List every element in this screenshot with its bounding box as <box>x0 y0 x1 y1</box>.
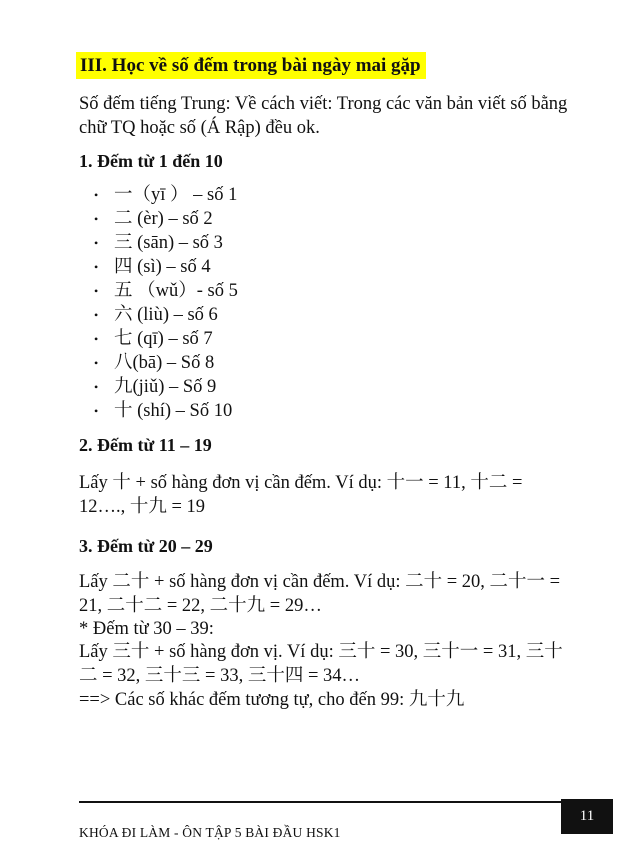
section-3-line-1: Lấy 二十 + số hàng đơn vị cần đếm. Ví dụ: 二十 = 20, 二十一 = <box>79 572 561 592</box>
bullet-icon: • <box>94 332 99 346</box>
list-item: • 七 (qī) – số 7 <box>94 329 213 349</box>
section-2-line-1: Lấy 十 + số hàng đơn vị cần đếm. Ví dụ: 十一 = 11, 十二 = <box>79 473 523 493</box>
section-3-line-5: 二 = 32, 三十三 = 33, 三十四 = 34… <box>79 666 361 686</box>
bullet-icon: • <box>94 260 99 274</box>
section-3-line-6: ==> Các số khác đếm tương tự, cho đến 99: 九十九 <box>79 690 465 710</box>
list-item: • 十 (shí) – Số 10 <box>94 401 233 421</box>
list-item: • 六 (liù) – số 6 <box>94 305 218 325</box>
section-3-line-4: Lấy 三十 + số hàng đơn vị. Ví dụ: 三十 = 30, 三十一 = 31, 三十 <box>79 642 563 662</box>
list-item: • 九(jiǔ) – Số 9 <box>94 377 217 397</box>
bullet-icon: • <box>94 356 99 370</box>
bullet-icon: • <box>94 380 99 394</box>
section-3-line-3: * Đếm từ 30 – 39: <box>79 619 214 639</box>
section-heading: III. Học về số đếm trong bài ngày mai gặp <box>76 52 426 79</box>
bullet-icon: • <box>94 212 99 226</box>
section-3-line-2: 21, 二十二 = 22, 二十九 = 29… <box>79 596 322 616</box>
section-3-title: 3. Đếm từ 20 – 29 <box>79 536 213 556</box>
section-2-title: 2. Đếm từ 11 – 19 <box>79 435 212 455</box>
number-list <box>96 183 238 423</box>
list-item: • 四 (sì) – số 4 <box>94 257 211 277</box>
footer-divider <box>79 801 561 803</box>
intro-line-1: Số đếm tiếng Trung: Về cách viết: Trong các văn bản viết số bằng <box>79 94 568 114</box>
page-number: 11 <box>561 799 613 834</box>
list-item: • 一（yī ） – số 1 <box>94 185 238 205</box>
footer-text: KHÓA ĐI LÀM - ÔN TẬP 5 BÀI ĐẦU HSK1 <box>79 825 341 840</box>
list-item: • 二 (èr) – số 2 <box>94 209 213 229</box>
section-1-title: 1. Đếm từ 1 đến 10 <box>79 151 223 171</box>
bullet-icon: • <box>94 284 99 298</box>
intro-line-2: chữ TQ hoặc số (Á Rập) đều ok. <box>79 118 320 138</box>
list-item: • 三 (sān) – số 3 <box>94 233 223 253</box>
list-item: • 八(bā) – Số 8 <box>94 353 215 373</box>
section-2-line-2: 12…., 十九 = 19 <box>79 497 206 517</box>
bullet-icon: • <box>94 236 99 250</box>
list-item: • 五 （wǔ）- số 5 <box>94 281 238 301</box>
bullet-icon: • <box>94 404 99 418</box>
bullet-icon: • <box>94 188 99 202</box>
bullet-icon: • <box>94 308 99 322</box>
